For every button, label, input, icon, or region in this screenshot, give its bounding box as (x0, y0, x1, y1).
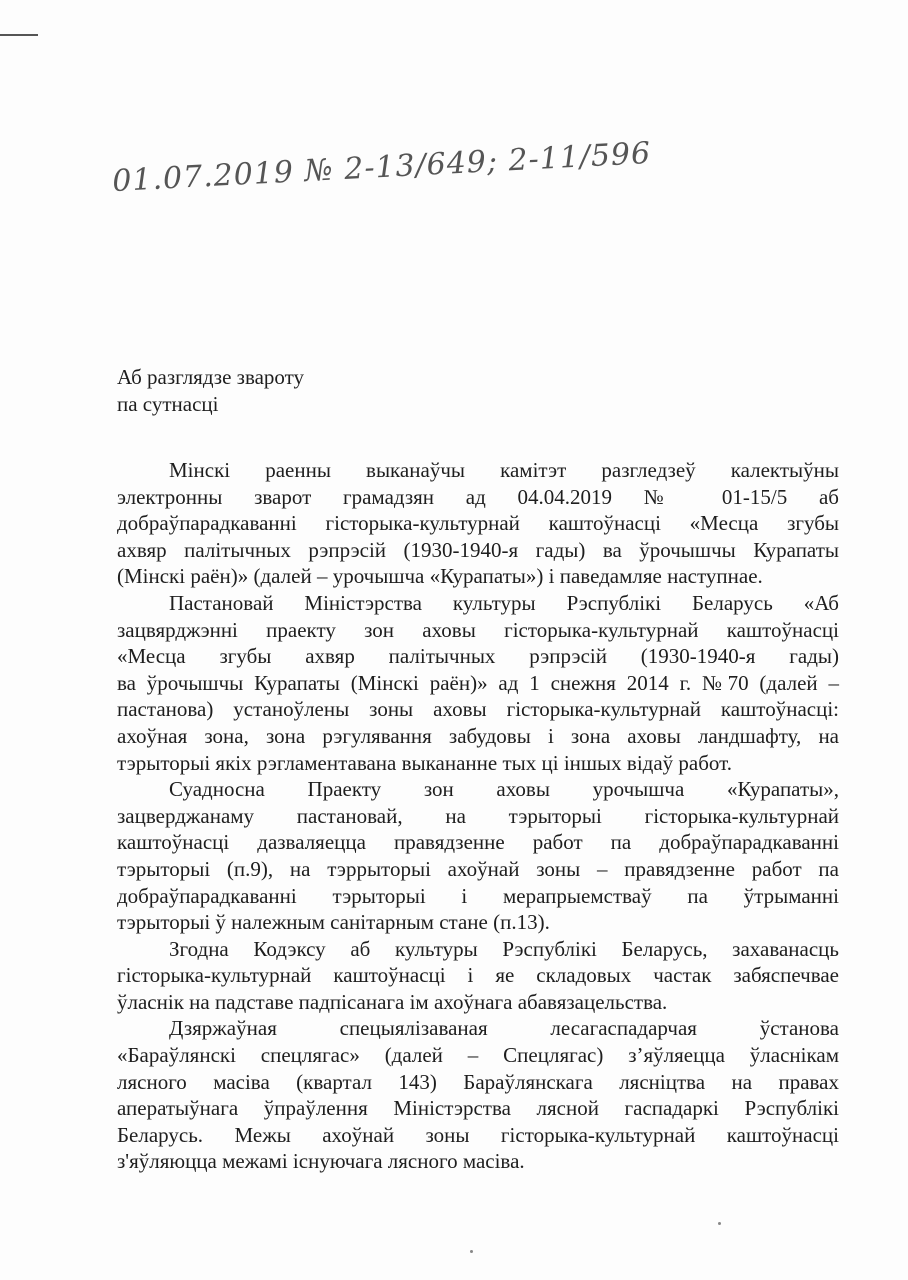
handwritten-registration-note: 01.07.2019 № 2-13/649; 2-11/596 (111, 135, 652, 200)
paragraph-line: ахвяр палітычных рэпрэсій (1930-1940-я гады) ва ўрочышчы Курапаты (117, 537, 839, 562)
letter-subject (117, 364, 304, 417)
paragraph-line: Мінскі раенны выканаўчы камітэт разгледзеў калектыўны (169, 458, 839, 482)
paragraph-line: зацверджанаму пастановай, на тэрыторыі гісторыка-культурнай (117, 803, 839, 828)
paragraph (117, 590, 839, 776)
paragraph-line: добраўпарадкаванні гісторыка-культурнай каштоўнасці «Месца згубы (117, 511, 839, 536)
paragraph-line: Пастановай Міністэрства культуры Рэспублікі Беларусь «Аб (169, 590, 839, 615)
paragraph-line: аператыўнага ўпраўлення Міністэрства лясной гаспадаркі Рэспублікі (117, 1096, 839, 1121)
paragraph (117, 457, 839, 590)
paragraph-line: ўласнік на падставе падпісанага ім ахоўнага абавязацельства. (117, 989, 668, 1014)
paragraph-line: гісторыка-культурнай каштоўнасці і яе складовых частак забяспечвае (117, 963, 839, 988)
paragraph-line: ва ўрочышчы Курапаты (Мінскі раён)» ад 1 снежня 2014 г. №70 (далей – (117, 670, 839, 695)
paragraph-line: зацвярджэнні праекту зон аховы гісторыка-культурнай каштоўнасці (117, 617, 839, 642)
letter-body (117, 457, 839, 1175)
paragraph-line: тэрыторыі (п.9), на тэррыторыі ахоўнай зоны – правядзенне работ па (117, 856, 839, 881)
paragraph (117, 936, 839, 1016)
paragraph-line: пастанова) устаноўлены зоны аховы гісторыка-культурнай каштоўнасці: (117, 697, 839, 722)
paragraph-line: Згодна Кодэксу аб культуры Рэспублікі Беларусь, захаванасць (169, 936, 839, 961)
paragraph-line: Дзяржаўная спецыялізаваная лесагаспадарчая ўстанова (169, 1016, 839, 1041)
paragraph-line: каштоўнасці дазваляецца правядзенне работ па добраўпарадкаванні (117, 830, 839, 855)
paragraph (117, 776, 839, 936)
paragraph-line: Суадносна Праекту зон аховы урочышча «Курапаты», (169, 777, 839, 802)
paragraph-line: электронны зварот грамадзян ад 04.04.2019 № 01-15/5 аб (117, 484, 839, 509)
paragraph-line: «Месца згубы ахвяр палітычных рэпрэсій (1930-1940-я гады) (117, 644, 839, 669)
scan-margin-mark (0, 34, 38, 36)
scan-speck (718, 1222, 721, 1225)
paragraph-line: тэрыторыі ў належным санітарным стане (п.13). (117, 910, 550, 935)
paragraph-line: Беларусь. Межы ахоўнай зоны гісторыка-культурнай каштоўнасці (117, 1122, 839, 1147)
scan-speck (470, 1250, 473, 1253)
paragraph-line: (Мінскі раён)» (далей – урочышча «Курапаты») і паведамляе наступнае. (117, 564, 763, 589)
subject-line: Аб разглядзе звароту (117, 365, 305, 389)
paragraph (117, 1015, 839, 1175)
paragraph-line: з'яўляюцца межамі існуючага лясного масіва. (117, 1149, 525, 1174)
paragraph-line: ахоўная зона, зона рэгулявання забудовы і зона аховы ландшафту, на (117, 723, 839, 748)
paragraph-line: лясного масіва (квартал 143) Бараўлянскага лясніцтва на правах (117, 1069, 839, 1094)
paragraph-line: добраўпарадкаванні тэрыторыі і мерапрыемстваў па ўтрыманні (117, 883, 839, 908)
paragraph-line: «Бараўлянскі спецлягас» (далей – Спецлягас) з’яўляецца ўласнікам (117, 1043, 839, 1068)
paragraph-line: тэрыторыі якіх рэгламентавана выкананне тых ці іншых відаў работ. (117, 750, 732, 775)
subject-line: па сутнасці (117, 391, 219, 416)
